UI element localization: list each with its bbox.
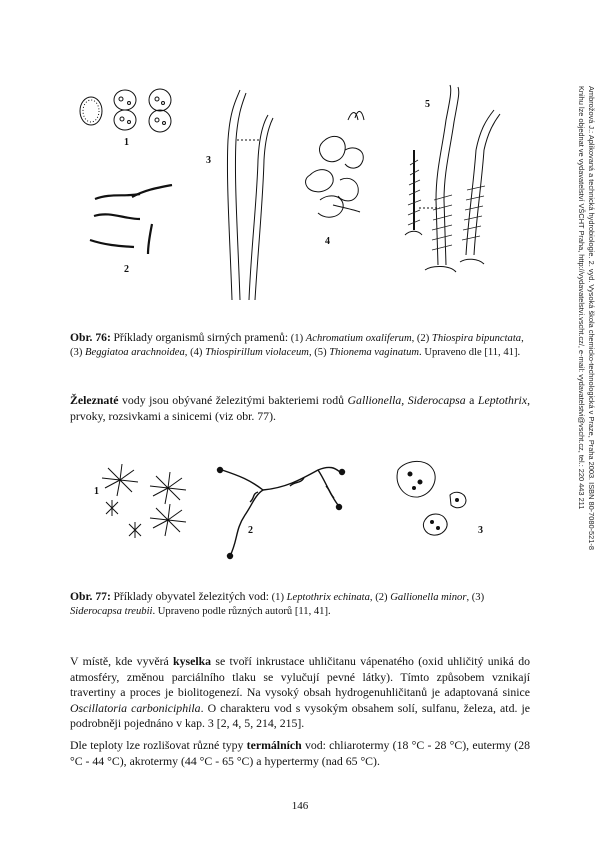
fig77-label-2: 2	[248, 525, 253, 536]
figure-77-illustration	[102, 461, 466, 558]
figure-76-caption: Obr. 76: Příklady organismů sirných pramenů: (1) Achromatium oxaliferum, (2) Thiospira bipunctata, (3) Beggiatoa arachnoidea, (4) Thiospirillum violaceum, (5) Thionema vaginatum. Upraveno dle [11, 41].	[70, 331, 524, 358]
page-number: 146	[291, 800, 309, 812]
achromatium-cells	[80, 89, 171, 132]
fig76-label-2: 2	[124, 264, 129, 275]
fig77-label-3: 3	[478, 525, 483, 536]
thiospira-cells	[90, 185, 172, 254]
kyselka-paragraph: V místě, kde vyvěrá kyselka se tvoří inkrustace uhličitanu vápenatého (oxid uhličitý uniká do atmosféry, změnou parciálního tlaku se vylučují pevné látky). Tímto způsobem vznikají travertiny a proces je biolitogenezí. Na vysoký obsah hydrogenuhličitanů je adaptovaná sinice Oscillatoria carboniciphila. O charakteru vod s vysokým obsahem solí, sulfanu, železa, atd. je podrobněji pojednáno v kap. 3 [2, 4, 5, 214, 215].	[70, 654, 530, 731]
siderocapsa-colonies	[397, 461, 466, 535]
leptothrix-colonies	[102, 464, 186, 538]
fig76-label-1: 1	[124, 137, 129, 148]
fig76-caption-label: Obr. 76:	[70, 331, 111, 344]
fig77-label-1: 1	[94, 486, 99, 497]
thermal-waters-paragraph: Dle teploty lze rozlišovat různé typy termálních vod: chliarotermy (18 °C - 28 °C), eutermy (28 °C - 44 °C), akrotermy (44 °C - 65 °C) a hypertermy (nad 65 °C).	[70, 738, 530, 768]
fig76-label-4: 4	[325, 236, 330, 247]
iron-waters-paragraph: Železnaté vody jsou obývané železitými bakteriemi rodů Gallionella, Siderocapsa a Leptothrix, prvoky, rozsivkami a sinicemi (viz obr. 77).	[70, 393, 531, 423]
fig77-numbers	[94, 486, 483, 536]
fig76-label-3: 3	[206, 155, 211, 166]
beggiatoa-filaments	[227, 90, 273, 300]
sidebar-line-1: Ambrožová J.: Aplikovaná a technická hydrobiologie. 2. vyd. Vysoká škola chemicko-technologická v Praze, Praha 2003. ISBN 80-7080-521-8	[587, 86, 596, 550]
figure-77-caption: Obr. 77: Příklady obyvatel železitých vod: (1) Leptothrix echinata, (2) Gallionella minor, (3) Siderocapsa treubii. Upraveno podle různých autorů [11, 41].	[70, 590, 485, 617]
fig76-label-5: 5	[425, 99, 430, 110]
sidebar-line-2: Knihu lze objednat ve vydavatelství VŠCHT Praha, http://vydavatelstvi.vscht.cz/, e-mail: vydavatelstvi@vscht.cz, tel.: 220 443 211	[577, 86, 586, 510]
thionema-sheaths	[405, 85, 500, 272]
fig77-caption-label: Obr. 77:	[70, 590, 111, 603]
thiospirillum-cells	[306, 111, 364, 217]
gallionella-stalks	[218, 467, 345, 558]
